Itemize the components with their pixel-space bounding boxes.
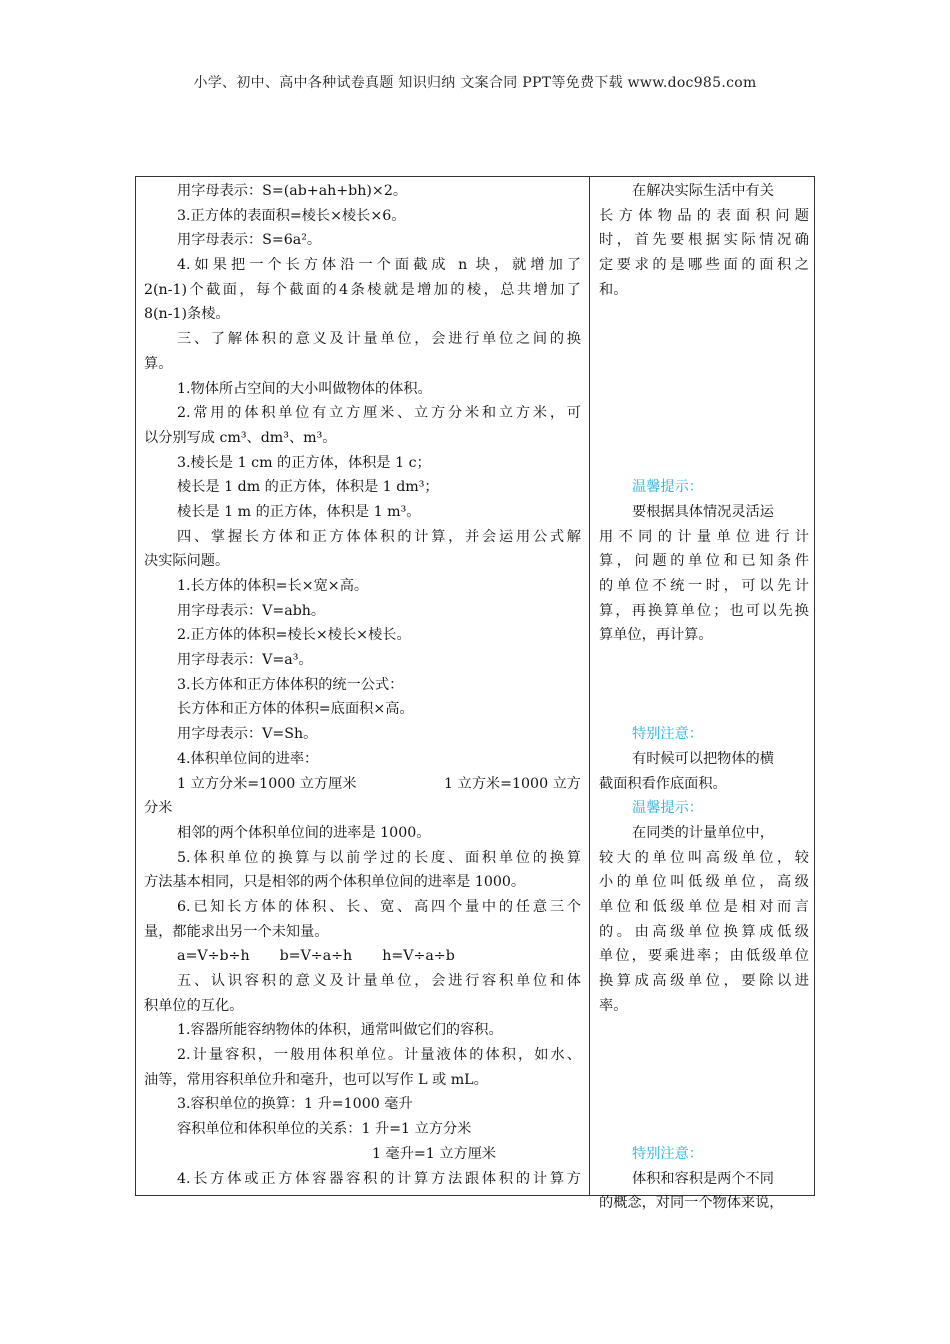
note-line: 体积和容积是两个不同 [632, 1170, 774, 1187]
formula-row [144, 944, 581, 969]
note-line: 要根据具体情况灵活运 [632, 504, 774, 521]
note-line: 小的单位叫低级单位，高级 [599, 874, 809, 891]
text-line: 用字母表示：V=Sh。 [177, 726, 318, 743]
text-line: 6.已知长方体的体积、长、宽、高四个量中的任意三个 [177, 898, 581, 915]
note-line: 在同类的计量单位中， [632, 824, 774, 841]
text-line: 5.体积单位的换算与以前学过的长度、面积单位的换算 [177, 849, 581, 866]
text-line: 4.如果把一个长方体沿一个面截成 n 块，就增加了 [177, 257, 581, 274]
text-line: 算。 [144, 355, 173, 372]
note-line: 较大的单位叫高级单位，较 [599, 849, 809, 866]
note-line: 的。由高级单位换算成低级 [599, 923, 809, 940]
text-line: 4.长方体或正方体容器容积的计算方法跟体积的计算方 [177, 1170, 581, 1187]
section-heading: 三、了解体积的意义及计量单位，会进行单位之间的换 [177, 331, 581, 348]
text-line: 1.长方体的体积=长×宽×高。 [177, 578, 369, 594]
text-line: 2(n-1)个截面，每个截面的4条棱就是增加的棱，总共增加了 [144, 281, 581, 298]
text-line: 2.正方体的体积=棱长×棱长×棱长。 [177, 627, 411, 644]
text-line: 用字母表示：V=abh。 [177, 602, 326, 619]
note-line: 单位，要乘进率；由低级单位 [599, 948, 809, 965]
text-line: 棱长是 1 dm 的正方体，体积是 1 dm³； [177, 479, 439, 496]
section-heading: 四、掌握长方体和正方体体积的计算，并会运用公式解 [177, 528, 581, 545]
note-title: 特别注意： [632, 726, 703, 743]
text-line: 3.棱长是 1 cm 的正方体，体积是 1 c； [177, 454, 431, 471]
text-line: 用字母表示：V=a³。 [177, 652, 313, 669]
tip-title: 温馨提示： [632, 479, 703, 496]
text-line: 3.长方体和正方体体积的统一公式： [177, 676, 404, 693]
note-line: 的概念，对同一个物体来说， [599, 1195, 784, 1212]
text-line: 用字母表示：S=6a²。 [177, 232, 322, 249]
note-line: 的单位不统一时，可以先计 [599, 578, 809, 595]
text-line: 棱长是 1 m 的正方体，体积是 1 m³。 [177, 503, 421, 520]
text-line: 1.物体所占空间的大小叫做物体的体积。 [177, 380, 432, 397]
note-line: 单位和低级单位是相对而言 [599, 899, 809, 916]
conversion-right: 1 立方米=1000 立方 [444, 775, 581, 792]
content-table [135, 176, 815, 1212]
text-line: 4.体积单位间的进率： [177, 750, 319, 767]
formula-h: h=V÷a÷b [382, 948, 455, 965]
note-line: 有时候可以把物体的横 [632, 750, 774, 767]
text-line: 8(n-1)条棱。 [144, 306, 230, 323]
note-line: 换算成高级单位，要除以进 [599, 973, 809, 990]
text-line: 相邻的两个体积单位间的进率是 1000。 [177, 824, 431, 841]
formula-a: a=V÷b÷h [177, 948, 250, 965]
text-line: 2.计量容积，一般用体积单位。计量液体的体积，如水、 [177, 1047, 581, 1064]
notes-column [599, 179, 809, 1216]
formula-b: b=V÷a÷h [279, 948, 353, 965]
note-line: 和。 [599, 281, 628, 298]
note-line: 定要求的是哪些面的面积之 [599, 257, 809, 274]
conversion-left: 1 立方分米=1000 立方厘米 [177, 775, 357, 792]
text-line: 长方体和正方体的体积=底面积×高。 [177, 701, 414, 718]
section-heading: 五、认识容积的意义及计量单位，会进行容积单位和体 [177, 973, 581, 989]
text-line: 以分别写成 cm³、dm³、m³。 [144, 429, 337, 446]
note-line: 在解决实际生活中有关 [632, 183, 774, 199]
note-title: 特别注意： [632, 1145, 703, 1162]
text-line: 积单位的互化。 [144, 997, 244, 1014]
page-header: 小学、初中、高中各种试卷真题 知识归纳 文案合同 PPT等免费下载 www.doc985.com [193, 75, 757, 91]
text-line: 1 毫升=1 立方厘米 [372, 1145, 497, 1162]
column-divider [589, 177, 590, 1195]
text-line: 分米 [144, 800, 173, 817]
note-line: 算，问题的单位和已知条件 [599, 553, 809, 570]
text-line: 容积单位和体积单位的关系：1 升=1 立方分米 [177, 1121, 472, 1138]
text-line: 3.容积单位的换算：1 升=1000 毫升 [177, 1096, 413, 1113]
note-line: 长方体物品的表面积问题 [599, 207, 809, 224]
text-line: 用字母表示：S=(ab+ah+bh)×2。 [177, 183, 408, 199]
main-content-column [144, 179, 581, 1191]
note-line: 率。 [599, 997, 628, 1014]
text-line: 量，都能求出另一个未知量。 [144, 923, 329, 940]
text-line: 3.正方体的表面积=棱长×棱长×6。 [177, 207, 406, 224]
text-line: 决实际问题。 [144, 553, 230, 570]
note-line: 算，再换算单位；也可以先换 [599, 602, 809, 619]
note-line: 用不同的计量单位进行计 [599, 528, 809, 545]
text-line: 油等，常用容积单位升和毫升，也可以写作 L 或 mL。 [144, 1071, 488, 1088]
note-line: 时，首先要根据实际情况确 [599, 232, 809, 249]
note-line: 算单位，再计算。 [599, 627, 713, 644]
text-line: 方法基本相同，只是相邻的两个体积单位间的进率是 1000。 [144, 874, 526, 891]
conversion-row [144, 772, 581, 797]
note-line: 截面积看作底面积。 [599, 775, 727, 792]
text-line: 1.容器所能容纳物体的体积，通常叫做它们的容积。 [177, 1022, 503, 1039]
tip-title: 温馨提示： [632, 800, 703, 817]
text-line: 2.常用的体积单位有立方厘米、立方分米和立方米，可 [177, 405, 581, 422]
